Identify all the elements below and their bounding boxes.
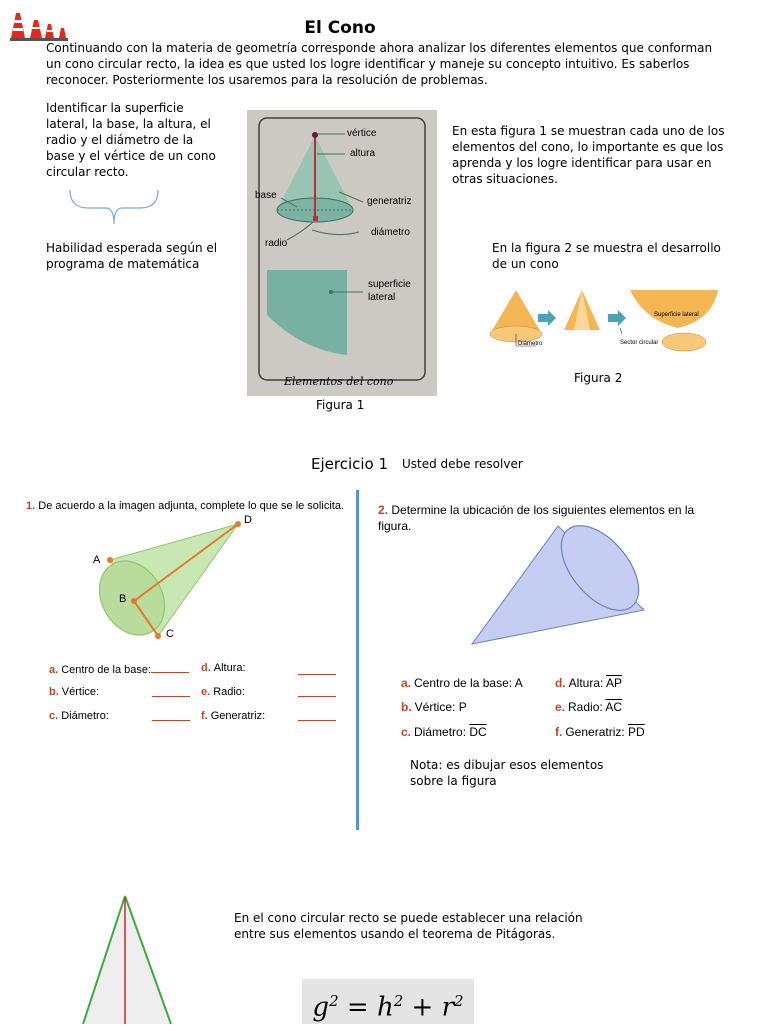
problem-2-item-d: d. Altura: $\overline{AP}$ bbox=[555, 676, 623, 690]
point-d-label: D bbox=[244, 514, 252, 526]
pythagoras-cone-drawing bbox=[75, 890, 185, 1024]
label-radio: radio bbox=[265, 238, 288, 249]
point-a-label: A bbox=[93, 554, 101, 566]
problem-1-item-f: f. Generatriz: bbox=[201, 710, 266, 722]
problem-2-item-e: e. Radio: $\overline{AC}$ bbox=[555, 700, 623, 714]
point-b-label: B bbox=[119, 593, 127, 605]
problem-2-number: 2. bbox=[378, 503, 389, 517]
pythagoras-formula: $g^2 = h^2 + r^2$ bbox=[302, 979, 474, 1024]
exercise-title: Ejercicio 1 bbox=[311, 455, 389, 473]
figure-2-superficie-label: Superficie lateral bbox=[654, 312, 699, 318]
objective-text: Identificar la superficie lateral, la base, la altura, el radio y el diámetro de la base y el vértice de un cono circular recto. bbox=[46, 101, 216, 179]
figure-2-caption: Figura 2 bbox=[574, 371, 623, 385]
skill-text: Habilidad esperada según el programa de matemática bbox=[46, 241, 218, 271]
problem-1-text: De acuerdo a la imagen adjunta, complete lo que se le solicita. bbox=[38, 500, 344, 512]
label-lateral: lateral bbox=[368, 292, 396, 303]
problem-2-item-a: a. Centro de la base: A bbox=[401, 676, 523, 690]
intro-paragraph: Continuando con la materia de geometría corresponde ahora analizar los diferentes elementos que conforman un cono circular recto, la idea es que usted los logre identificar y maneje su concepto intuitivo. Es saberlos reconocer. Posteriormente los usaremos para la resolución de problemas. bbox=[46, 41, 713, 87]
figure-1-cone-diagram bbox=[247, 110, 437, 396]
problem-2-note: Nota: es dibujar esos elementos sobre la figura bbox=[410, 758, 604, 788]
label-generatriz: generatriz bbox=[367, 196, 412, 207]
label-base: base bbox=[255, 190, 277, 201]
problem-1-cone bbox=[90, 512, 260, 650]
figure-1-caption: Figura 1 bbox=[316, 398, 365, 412]
problem-2-item-f: f. Generatriz: $\overline{PD}$ bbox=[555, 725, 645, 739]
figure-1-inner-caption: Elementos del cono bbox=[284, 375, 394, 388]
problem-1-item-c: c. Diámetro: bbox=[49, 710, 109, 722]
problem-1-item-a: a. Centro de la base: bbox=[49, 662, 189, 676]
page-title: El Cono bbox=[304, 18, 376, 38]
problem-1-item-d: d. Altura: bbox=[201, 662, 246, 674]
vertical-divider bbox=[356, 490, 359, 830]
figure-2-sector-label: Sector circular bbox=[620, 340, 659, 346]
problem-2-item-b: b. Vértice: P bbox=[401, 700, 467, 714]
pythagoras-text: En el cono circular recto se puede establecer una relación entre sus elementos usando el teorema de Pitágoras. bbox=[234, 911, 583, 941]
figure-2-description: En la figura 2 se muestra el desarrollo de un cono bbox=[492, 241, 721, 271]
exercise-subtitle: Usted debe resolver bbox=[402, 457, 523, 471]
answer-blank-d[interactable] bbox=[298, 664, 336, 675]
problem-2-text: Determine la ubicación de los siguientes elementos en la figura. bbox=[378, 503, 695, 533]
answer-blank-f[interactable] bbox=[298, 710, 336, 721]
answer-blank-a[interactable] bbox=[151, 662, 189, 673]
problem-2-item-c: c. Diámetro: $\overline{DC}$ bbox=[401, 725, 487, 739]
label-vertice: vértice bbox=[347, 128, 377, 139]
answer-blank-e[interactable] bbox=[298, 686, 336, 697]
answer-blank-b[interactable] bbox=[152, 686, 190, 697]
problem-1-number: 1. bbox=[26, 500, 36, 512]
label-superficie: superficie bbox=[368, 279, 411, 290]
figure-1-description: En esta figura 1 se muestran cada uno de los elementos del cono, lo importante es que los aprenda y los logre identificar para usar en otras situaciones. bbox=[452, 124, 725, 186]
answer-blank-c[interactable] bbox=[152, 710, 190, 721]
label-altura: altura bbox=[350, 148, 376, 159]
brace-icon bbox=[68, 188, 160, 228]
label-diametro: diámetro bbox=[371, 227, 410, 238]
figure-2-diametro-label: Diámetro bbox=[518, 341, 543, 347]
problem-1-item-b: b. Vértice: bbox=[49, 686, 100, 698]
point-c-label: C bbox=[166, 628, 174, 640]
problem-2-cone bbox=[468, 520, 648, 650]
problem-1-item-e: e. Radio: bbox=[201, 686, 245, 698]
